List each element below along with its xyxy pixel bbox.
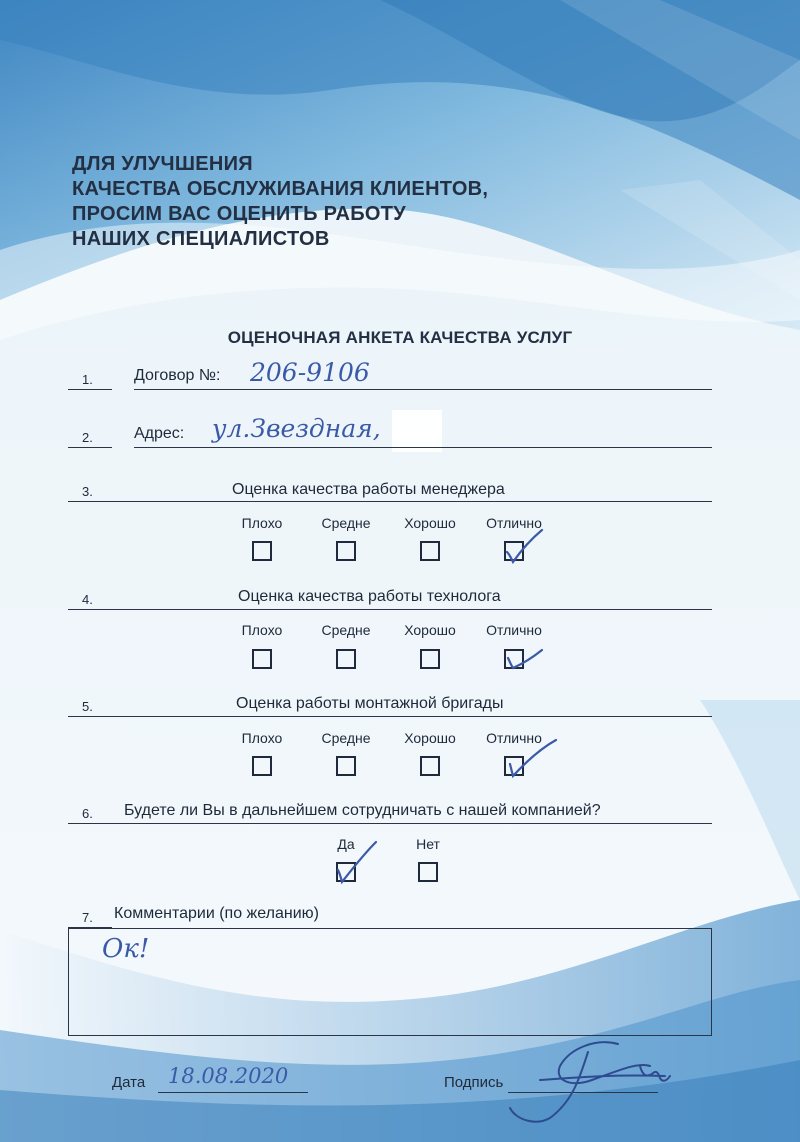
intro-heading-line: ПРОСИМ ВАС ОЦЕНИТЬ РАБОТУ	[72, 203, 407, 225]
option-label-excellent: Отлично	[486, 730, 542, 746]
item-number: 7.	[82, 910, 93, 925]
redaction-block	[392, 410, 442, 452]
technologist-checkbox-excellent[interactable]	[504, 649, 524, 669]
signature-label: Подпись	[444, 1074, 504, 1091]
item-number: 1.	[82, 372, 93, 387]
question-line	[112, 823, 712, 824]
option-label-good: Хорошо	[404, 730, 456, 746]
item-number: 4.	[82, 592, 93, 607]
installation-checkbox-average[interactable]	[336, 756, 356, 776]
option-label-average: Средне	[321, 622, 371, 638]
cooperation-checkbox-no[interactable]	[418, 862, 438, 882]
option-label-poor: Плохо	[241, 730, 283, 746]
comments-field[interactable]	[68, 928, 712, 1036]
option-label-average: Средне	[321, 515, 371, 531]
number-underline	[68, 823, 112, 824]
address-field-line	[134, 447, 712, 448]
handwritten-signature	[500, 1030, 680, 1130]
option-label-average: Средне	[321, 730, 371, 746]
number-underline	[68, 716, 112, 717]
option-label-excellent: Отлично	[486, 515, 542, 531]
form-title: ОЦЕНОЧНАЯ АНКЕТА КАЧЕСТВА УСЛУГ	[227, 328, 573, 347]
technologist-checkbox-good[interactable]	[420, 649, 440, 669]
question-label-manager: Оценка качества работы менеджера	[232, 481, 505, 498]
item-number: 6.	[82, 806, 93, 821]
question-line	[112, 501, 712, 502]
technologist-checkbox-average[interactable]	[336, 649, 356, 669]
question-label-installation-team: Оценка работы монтажной бригады	[236, 695, 504, 712]
installation-checkbox-excellent[interactable]	[504, 756, 524, 776]
date-label: Дата	[112, 1074, 146, 1091]
technologist-checkbox-poor[interactable]	[252, 649, 272, 669]
contract-number-value[interactable]: 206-9106	[250, 358, 370, 387]
installation-checkbox-poor[interactable]	[252, 756, 272, 776]
contract-field-line	[134, 389, 712, 390]
question-line	[112, 716, 712, 717]
option-label-poor: Плохо	[241, 622, 283, 638]
date-field-line	[158, 1092, 308, 1093]
date-value[interactable]: 18.08.2020	[168, 1064, 289, 1088]
cooperation-checkbox-yes[interactable]	[336, 862, 356, 882]
item-number: 3.	[82, 484, 93, 499]
installation-checkbox-good[interactable]	[420, 756, 440, 776]
manager-checkbox-average[interactable]	[336, 541, 356, 561]
question-label-technologist: Оценка качества работы технолога	[238, 588, 501, 605]
option-label-good: Хорошо	[404, 515, 456, 531]
option-label-yes: Да	[337, 836, 355, 852]
number-underline	[68, 609, 112, 610]
cooperation-question-label: Будете ли Вы в дальнейшем сотрудничать с нашей компанией?	[124, 802, 601, 819]
option-label-good: Хорошо	[404, 622, 456, 638]
intro-heading-line: ДЛЯ УЛУЧШЕНИЯ	[72, 153, 253, 175]
option-label-poor: Плохо	[241, 515, 283, 531]
contract-label: Договор №:	[134, 367, 221, 384]
intro-heading	[72, 152, 488, 252]
question-line	[112, 609, 712, 610]
item-number: 2.	[82, 430, 93, 445]
address-value[interactable]: ул.Звездная,	[212, 414, 381, 443]
intro-heading-line: НАШИХ СПЕЦИАЛИСТОВ	[72, 228, 330, 250]
item-number: 5.	[82, 699, 93, 714]
comments-value: Ок!	[102, 934, 150, 964]
option-label-excellent: Отлично	[486, 622, 542, 638]
option-label-no: Нет	[416, 836, 440, 852]
address-label: Адрес:	[134, 425, 185, 442]
manager-checkbox-poor[interactable]	[252, 541, 272, 561]
manager-checkbox-good[interactable]	[420, 541, 440, 561]
comments-label: Комментарии (по желанию)	[114, 905, 319, 922]
intro-heading-line: КАЧЕСТВА ОБСЛУЖИВАНИЯ КЛИЕНТОВ,	[72, 178, 489, 200]
number-underline	[68, 447, 112, 448]
number-underline	[68, 389, 112, 390]
manager-checkbox-excellent[interactable]	[504, 541, 524, 561]
number-underline	[68, 501, 112, 502]
